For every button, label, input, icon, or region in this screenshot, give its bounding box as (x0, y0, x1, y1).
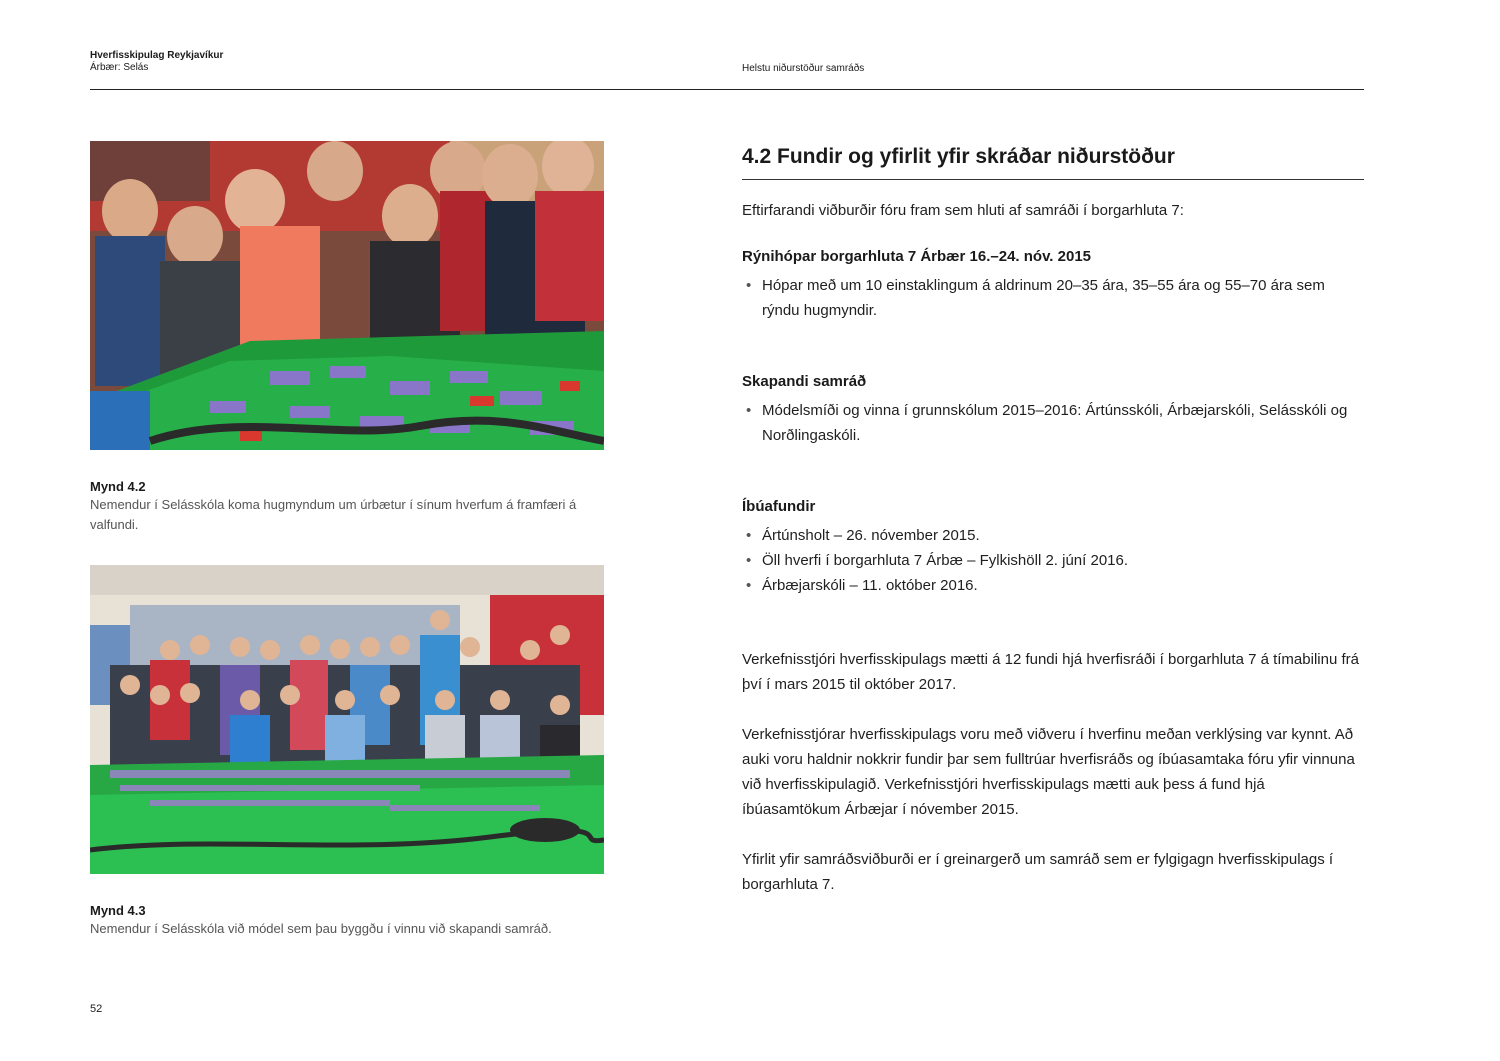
resident-meetings-list (742, 523, 1362, 598)
heading-divider (742, 179, 1364, 180)
figure-caption: Nemendur í Selásskóla koma hugmyndum um úrbætur í sínum hverfum á framfæri á valfundi. (90, 497, 577, 532)
paragraph: Verkefnisstjóri hverfisskipulags mætti á 12 fundi hjá hverfisráði í borgarhluta 7 á tímabilinu frá því í mars 2015 til október 2017. (742, 651, 1359, 693)
figure-caption: Nemendur í Selásskóla við módel sem þau byggðu í vinnu við skapandi samráð. (90, 921, 552, 936)
district-name: Árbær: Selás (90, 62, 149, 73)
subheading-focus-groups: Rýnihópar borgarhluta 7 Árbær 16.–24. nóv. 2015 (742, 248, 1091, 265)
publication-title: Hverfisskipulag Reykjavíkur (90, 50, 224, 61)
figure-number: Mynd 4.3 (90, 903, 146, 918)
list-item: • Módelsmíði og vinna í grunnskólum 2015–2016: Ártúnsskóli, Árbæjarskóli, Selásskóli og Norðlingaskóli. (742, 398, 1362, 448)
section-title: Helstu niðurstöður samráðs (742, 63, 865, 74)
creative-consultation-list (742, 398, 1362, 448)
figure-number: Mynd 4.2 (90, 479, 146, 494)
photo-group-with-model (90, 565, 604, 874)
focus-groups-list (742, 273, 1362, 323)
list-item: • Ártúnsholt – 26. nóvember 2015. (742, 523, 1362, 548)
photo-students-at-model (90, 141, 604, 450)
section-heading: 4.2 Fundir og yfirlit yfir skráðar niðurstöður (742, 145, 1175, 168)
intro-text: Eftirfarandi viðburðir fóru fram sem hluti af samráði í borgarhluta 7: (742, 202, 1184, 219)
paragraph: Verkefnisstjórar hverfisskipulags voru með viðveru í hverfinu meðan verklýsing var kynnt. Að auki voru haldnir nokkrir fundir þar sem fulltrúar hverfisráðs og íbúasamtaka fóru yfir vinnuna við hverfisskipulagið. Verkefnisstjóri hverfisskipulags mætti auk þess á fund hjá íbúasamtökum Árbæjar í nóvember 2015. (742, 726, 1355, 818)
subheading-creative-consultation: Skapandi samráð (742, 373, 867, 390)
paragraph: Yfirlit yfir samráðsviðburði er í greinargerð um samráð sem er fylgigagn hverfisskipulags í borgarhluta 7. (742, 851, 1334, 893)
page-number: 52 (90, 1003, 103, 1015)
list-item: • Árbæjarskóli – 11. október 2016. (742, 573, 1362, 598)
subheading-resident-meetings: Íbúafundir (742, 498, 816, 515)
list-item: • Öll hverfi í borgarhluta 7 Árbæ – Fylkishöll 2. júní 2016. (742, 548, 1362, 573)
header-divider (90, 89, 1364, 90)
list-item: • Hópar með um 10 einstaklingum á aldrinum 20–35 ára, 35–55 ára og 55–70 ára sem rýndu hugmyndir. (742, 273, 1362, 323)
